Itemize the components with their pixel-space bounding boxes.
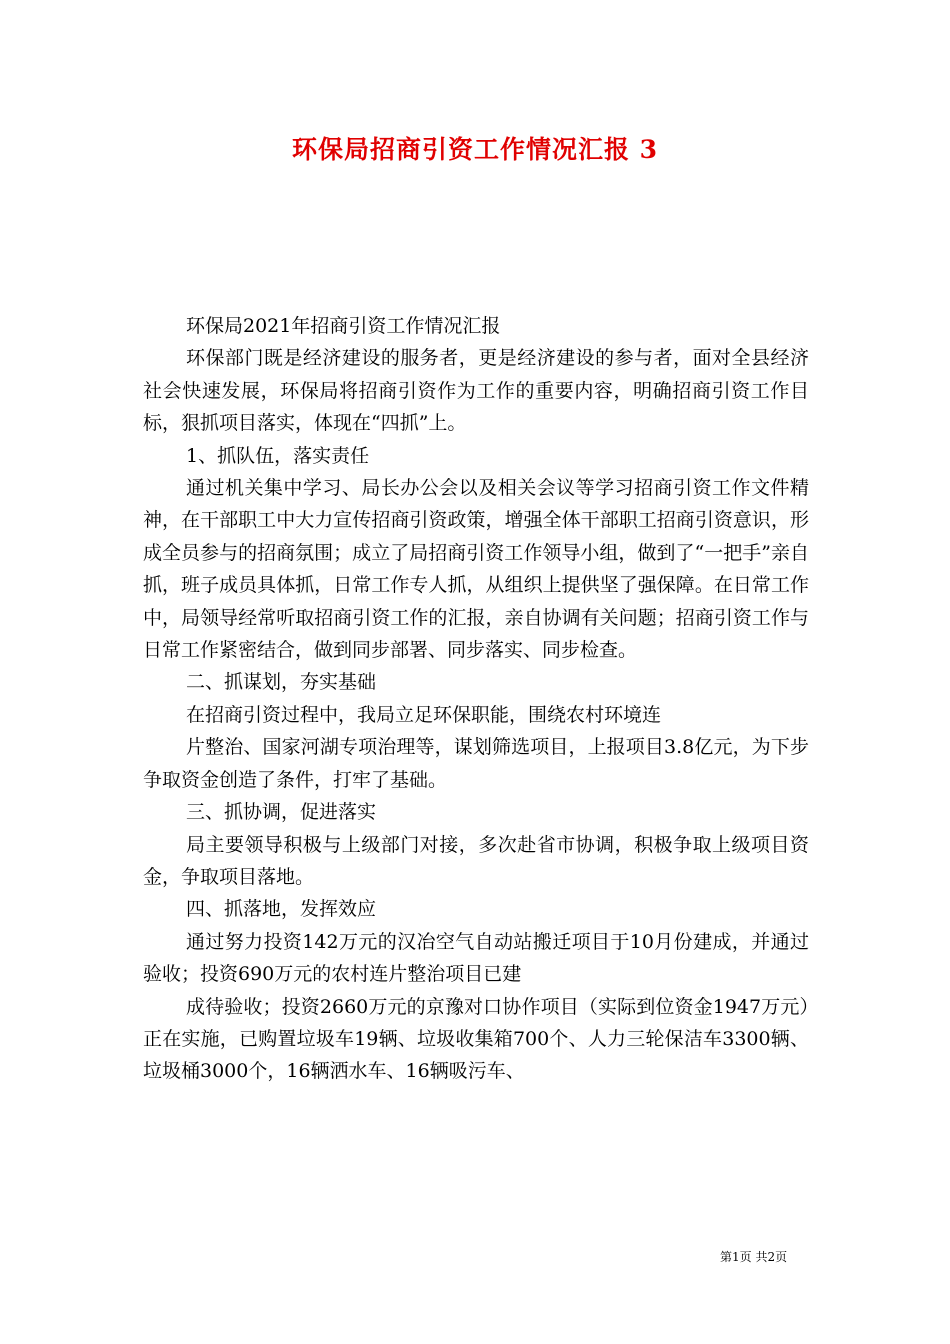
document-body [143, 310, 809, 1088]
section-heading-4: 四、抓落地，发挥效应 [186, 898, 377, 921]
section-heading-1: 1、抓队伍，落实责任 [186, 444, 370, 467]
paragraph-heading: 环保局2021年招商引资工作情况汇报 [186, 315, 501, 337]
paragraph-section-4a: 通过努力投资142万元的汉冶空气自动站搬迁项目于10月份建成，并通过验收；投资690万元的农村连片整治项目已建 [143, 930, 809, 986]
paragraph-section-4b: 成待验收；投资2660万元的京豫对口协作项目（实际到位资金1947万元）正在实施，已购置垃圾车19辆、垃圾收集箱700个、人力三轮保洁车3300辆、垃圾桶3000个，16辆洒水车、16辆吸污车、 [143, 995, 809, 1083]
paragraph-section-1: 通过机关集中学习、局长办公会以及相关会议等学习招商引资工作文件精神，在干部职工中大力宣传招商引资政策，增强全体干部职工招商引资意识，形成全员参与的招商氛围；成立了局招商引资工作领导小组，做到了“一把手”亲自抓，班子成员具体抓，日常工作专人抓，从组织上提供坚了强保障。在日常工作中，局领导经常听取招商引资工作的汇报，亲自协调有关问题；招商引资工作与日常工作紧密结合，做到同步部署、同步落实、同步检查。 [143, 477, 809, 662]
section-heading-2: 二、抓谋划，夯实基础 [186, 671, 377, 694]
paragraph-section-2a: 在招商引资过程中，我局立足环保职能，围绕农村环境连 [186, 703, 662, 726]
page-number: 第1页 共2页 [720, 1250, 788, 1264]
paragraph-section-3: 局主要领导积极与上级部门对接，多次赴省市协调，积极争取上级项目资金，争取项目落地。 [143, 833, 809, 888]
document-title: 环保局招商引资工作情况汇报 3 [291, 135, 659, 164]
section-heading-3: 三、抓协调，促进落实 [186, 801, 377, 824]
paragraph-intro: 环保部门既是经济建设的服务者，更是经济建设的参与者，面对全县经济社会快速发展，环保局将招商引资作为工作的重要内容，明确招商引资工作目标，狠抓项目落实，体现在“四抓”上。 [143, 347, 809, 435]
paragraph-section-2b: 片整治、国家河湖专项治理等，谋划筛选项目，上报项目3.8亿元，为下步争取资金创造了条件，打牢了基础。 [143, 736, 809, 791]
